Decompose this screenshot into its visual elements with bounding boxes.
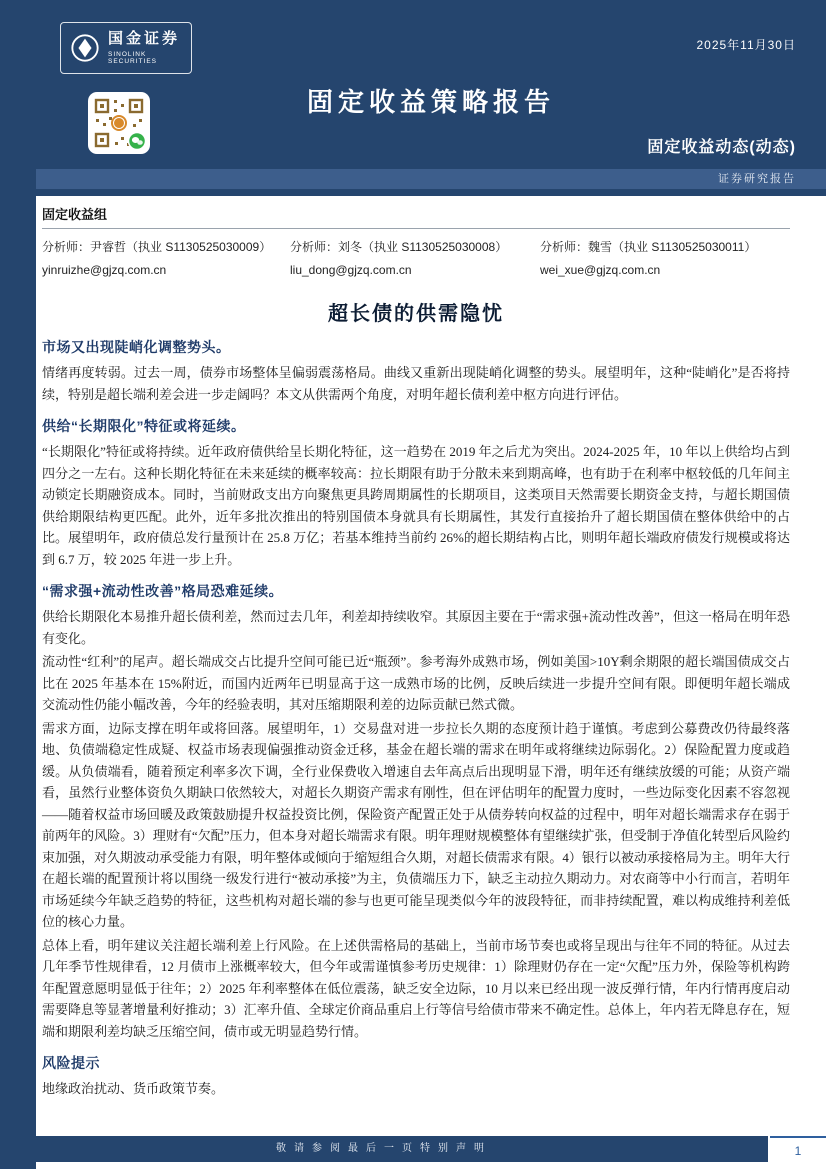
analyst-email: yinruizhe@gjzq.com.cn [42, 263, 167, 277]
section-supply [42, 416, 790, 570]
section-heading: 风险提示 [42, 1055, 100, 1071]
brand-name-cn: 国金证券 [108, 30, 181, 48]
section-paragraph: “长期限化”特征或将持续。近年政府债供给呈长期化特征，这一趋势在 2019 年之后尤为突出。2024-2025 年，10 年以上供给均占到四分之一左右。这种长期化特征在未来延续的概率较高：拉长期限有助于分散未来到期高峰，也有助于在利率中枢较低的几年间主动锁定长期融资成本。同时，当前财政支出方向聚焦更具跨周期属性的长期项目，这类项目天然需要长期资金支持，与超长期国债供给期限结构更匹配。此外，近年多批次推出的特别国债本身就具有长期属性，其发行直接抬升了超长期国债在整体供给中的占比。展望明年，政府债总发行量预计在 25.8 万亿；若基本维持当前约 26%的超长期结构占比，则明年超长端政府债发行规模或将达到 6.7 万，较 2025 年进一步上升。 [42, 444, 790, 567]
brand-logo [60, 22, 192, 74]
report-header [0, 0, 826, 196]
section-risk [42, 1053, 790, 1100]
page-footer [0, 1136, 826, 1162]
brand-text [108, 31, 182, 65]
analyst-card [42, 238, 290, 277]
section-paragraph: 总体上看，明年建议关注超长端利差上行风险。在上述供需格局的基础上，当前市场节奏也或将呈现出与往年不同的特征。从过去几年季节性规律看，12 月债市上涨概率较大，但今年或需谨慎参考历史规律：1）除理财仍存在一定“欠配”压力外，保险等机构跨年配置意愿明显低于往年；2）2025 年利率整体在低位震荡，缺乏安全边际，10 月以来已经出现一波反弹行情，年内行情再度启动需要降息等显著增量利好推动；3）汇率升值、全球定价商品重启上行等信号给债市带来不确定性。总体上，年内若无降息存在，短端和期限利差均缺乏压缩空间，债市或无明显趋势行情。 [42, 937, 790, 1039]
analyst-email: wei_xue@gjzq.com.cn [540, 263, 661, 277]
report-category-label: 证券研究报告 [718, 173, 796, 185]
report-date: 2025年11月30日 [696, 38, 796, 52]
section-paragraph: 流动性“红利”的尾声。超长端成交占比提升空间可能已近“瓶颈”。参考海外成熟市场，例如美国>10Y剩余期限的超长端国债成交占比在 2025 年基本在 15%附近，而国内近两年已明显高于这一成熟市场的比例，反映后续进一步提升空间有限。即便明年超长端成交流动性仍能小幅改善，今年的经验表明，其对压缩期限利差的边际贡献已然式微。 [42, 654, 790, 712]
analyst-title: 分析师：刘冬（执业 S1130525030008） [290, 240, 508, 254]
article-title: 超长债的供需隐忧 [328, 303, 504, 325]
section-market-adjustment [42, 337, 790, 405]
brand-name-en: SINOLINK SECURITIES [108, 50, 158, 65]
page-number: 1 [770, 1136, 826, 1158]
section-paragraph: 需求方面，边际支撑在明年或将回落。展望明年，1）交易盘对进一步拉长久期的态度预计趋于谨慎。考虑到公募费改仍待最终落地、负债端稳定性成疑、权益市场表现偏强推动资金迁移，基金在超长端的需求在明年或将继续边际弱化。2）保险配置力度或趋缓。从负债端看，随着预定利率多次下调，全行业保费收入增速自去年高点后出现明显下滑，明年还有继续放缓的可能；从资产端看，虽然行业整体资负久期缺口依然较大，对超长久期资产需求有刚性，但在评估明年的配置力度时，一些边际变化因素不容忽视——随着权益市场回暖及政策鼓励提升权益投资比例，保险资产配置正处于从债券转向权益的过程中，明年对超长端需求存在弱于前两年的风险。3）理财有“欠配”压力，但本身对超长端需求有限。明年理财规模整体有望继续扩张，但受制于净值化转型后风险约束加强，对久期波动承受能力有限，明年整体或倾向于缩短组合久期，对超长债需求有限。4）银行以被动承接格局为主。明年大行在超长端的配置预计将以围绕一级发行进行“被动承接”为主，负债端压力下，缺乏主动拉久期动力。对农商等中小行而言，若明年市场延续今年缺乏趋势的特征，这些机构对超长端的参与也更可能呈现类似今年的波段特征，而非持续配置，难以构成维持利差低位的核心力量。 [42, 720, 790, 929]
report-type-title: 固定收益策略报告 [306, 87, 555, 117]
analyst-card [540, 238, 790, 277]
team-name: 固定收益组 [42, 204, 790, 229]
section-paragraph: 供给长期限化本易推升超长债利差，然而过去几年，利差却持续收窄。其原因主要在于“需求强+流动性改善”，但这一格局在明年恐有变化。 [42, 609, 790, 646]
section-heading: 市场又出现陡峭化调整势头。 [42, 339, 231, 355]
analyst-title: 分析师：魏雪（执业 S1130525030011） [540, 240, 757, 254]
report-category-band [36, 169, 826, 189]
analyst-block [42, 204, 790, 277]
section-paragraph: 情绪再度转弱。过去一周，债券市场整体呈偏弱震荡格局。曲线又重新出现陡峭化调整的势头。展望明年，这种“陡峭化”是否将持续，特别是超长端利差会进一步走阔吗？本文从供需两个角度，对明年超长债利差中枢方向进行评估。 [42, 365, 790, 402]
sinolink-logo-icon [70, 33, 100, 63]
analyst-email: liu_dong@gjzq.com.cn [290, 263, 412, 277]
section-heading: 供给“长期限化”特征或将延续。 [42, 418, 246, 434]
section-demand-liquidity [42, 581, 790, 1042]
analyst-card [290, 238, 540, 277]
footer-disclaimer: 敬请参阅最后一页特别声明 [0, 1136, 768, 1162]
report-body [42, 204, 790, 1102]
section-paragraph: 地缘政治扰动、货币政策节奏。 [42, 1081, 225, 1096]
wechat-badge-icon [129, 133, 146, 150]
section-heading: “需求强+流动性改善”格局恐难延续。 [42, 583, 284, 599]
analyst-row [42, 238, 790, 277]
report-subtype: 固定收益动态(动态) [647, 139, 796, 156]
analyst-title: 分析师：尹睿哲（执业 S1130525030009） [42, 240, 272, 254]
